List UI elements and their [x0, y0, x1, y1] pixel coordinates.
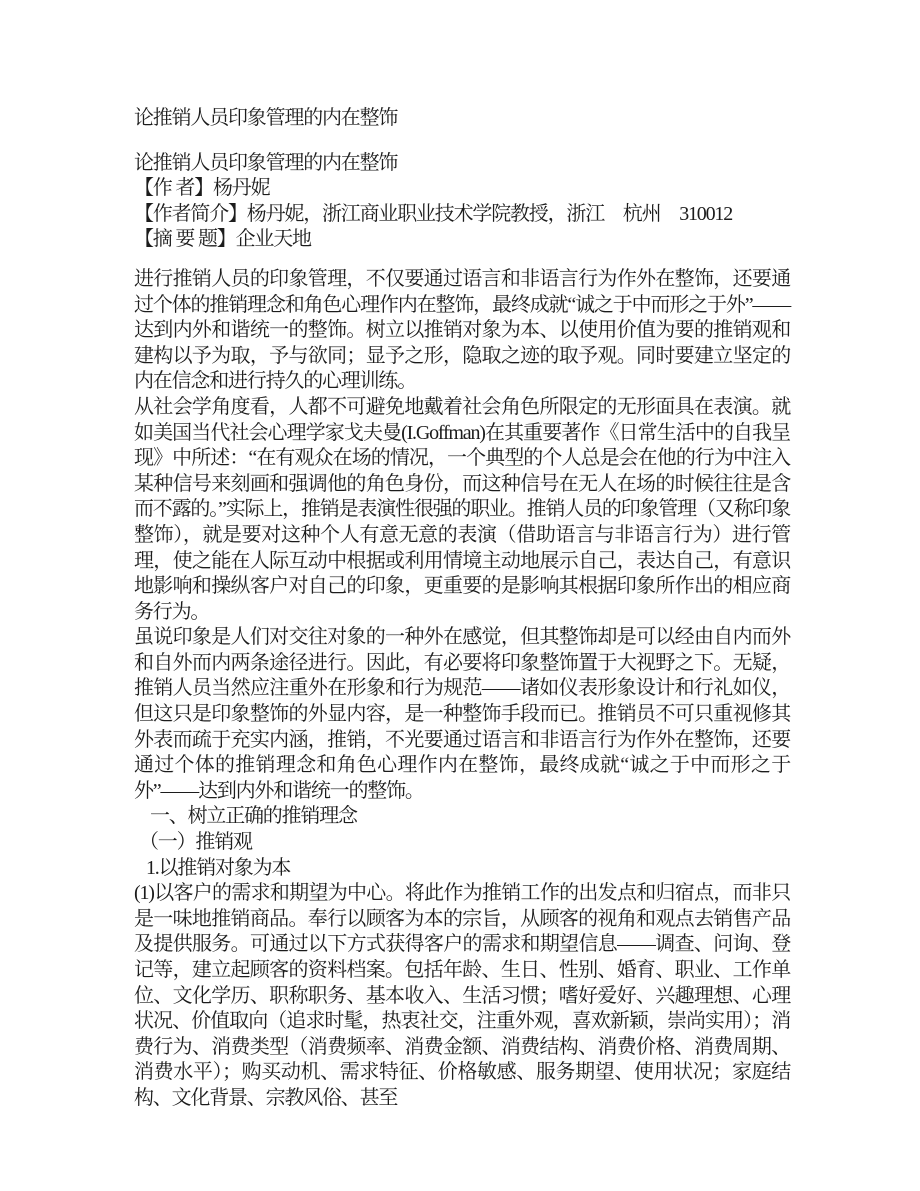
meta-line: 【作 者】杨丹妮 — [134, 177, 270, 200]
document-meta — [134, 151, 790, 253]
paragraph: 一、树立正确的推销理念 — [150, 805, 357, 828]
document-title: 论推销人员印象管理的内在整饰 — [134, 107, 398, 129]
meta-line: 论推销人员印象管理的内在整饰 — [134, 151, 398, 174]
meta-line: 【作者简介】杨丹妮，浙江商业职业技术学院教授，浙江 杭州 310012 — [134, 202, 732, 225]
paragraph: 进行推销人员的印象管理，不仅要通过语言和非语言行为作外在整饰，还要通过个体的推销理念和角色心理作内在整饰，最终成就“诚之于中而形之于外”——达到内外和谐统一的整饰。树立以推销对象为本、以使用价值为要的推销观和建构以予为取，予与欲同；显予之形，隐取之迹的取予观。同时要建立坚定的内在信念和进行持久的心理训练。 — [134, 267, 790, 393]
paragraph: 从社会学角度看，人都不可避免地戴着社会角色所限定的无形面具在表演。就如美国当代社会心理学家戈夫曼(I.Goffman)在其重要著作《日常生活中的自我呈现》中所述：“在有观众在场的情况，一个典型的个人总是会在他的行为中注入某种信号来刻画和强调他的角色身份，而这种信号在无人在场的时候往往是含而不露的。”实际上，推销是表演性很强的职业。推销人员的印象管理（又称印象整饰），就是要对这种个人有意无意的表演（借助语言与非语言行为）进行管理，使之能在人际互动中根据或利用情境主动地展示自己，表达自己，有意识地影响和操纵客户对自己的印象，更重要的是影响其根据印象所作出的相应商务行为。 — [134, 395, 790, 623]
paragraph: 1.以推销对象为本 — [146, 856, 291, 879]
paragraph: 虽说印象是人们对交往对象的一种外在感觉，但其整饰却是可以经由自内而外和自外而内两条途径进行。因此，有必要将印象整饰置于大视野之下。无疑，推销人员当然应注重外在形象和行为规范——诸如仪表形象设计和行礼如仪，但这只是印象整饰的外显内容，是一种整饰手段而已。推销员不可只重视修其外表而疏于充实内涵，推销，不光要通过语言和非语言行为作外在整饰，还要通过个体的推销理念和角色心理作内在整饰，最终成就“诚之于中而形之于外”——达到内外和谐统一的整饰。 — [134, 626, 790, 802]
document-body — [134, 267, 790, 1112]
paragraph: (1)以客户的需求和期望为中心。将此作为推销工作的出发点和归宿点，而非只是一味地推销商品。奉行以顾客为本的宗旨，从顾客的视角和观点去销售产品及提供服务。可通过以下方式获得客户的需求和期望信息——调查、问询、登记等，建立起顾客的资料档案。包括年龄、生日、性别、婚育、职业、工作单位、文化学历、职称职务、基本收入、生活习惯；嗜好爱好、兴趣理想、心理状况、价值取向（追求时髦，热衷社交，注重外观，喜欢新颖，崇尚实用）；消费行为、消费类型（消费频率、消费金额、消费结构、消费价格、消费周期、消费水平）；购买动机、需求特征、价格敏感、服务期望、使用状况；家庭结构、文化背景、宗教风俗、甚至 — [134, 882, 790, 1109]
meta-line: 【摘 要 题】企业天地 — [134, 228, 311, 251]
paragraph: （一）推销观 — [139, 831, 252, 854]
